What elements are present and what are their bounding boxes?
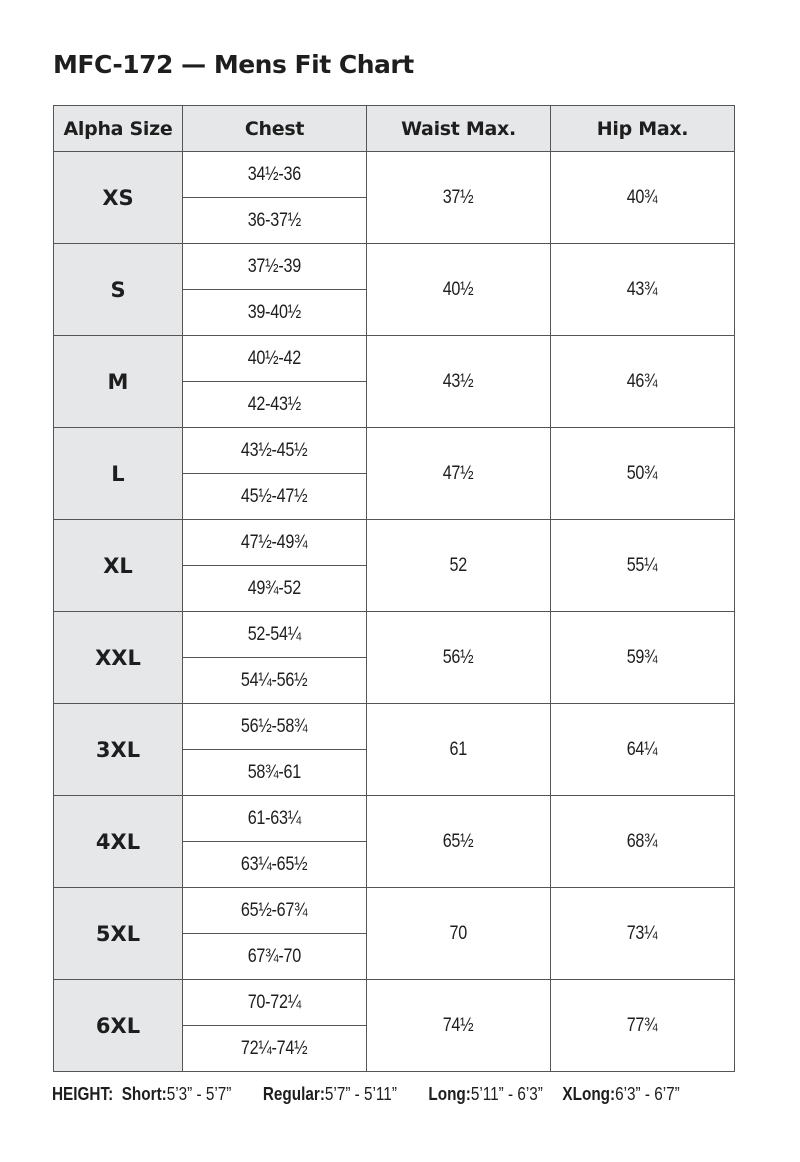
chest-range-cell bbox=[183, 566, 367, 612]
chest-range-cell bbox=[183, 428, 367, 474]
chest-range-text: 36-37½ bbox=[247, 209, 302, 231]
hip-max-text: 55¼ bbox=[627, 554, 658, 576]
chest-range-cell bbox=[183, 198, 367, 244]
waist-max-cell bbox=[367, 704, 551, 796]
chest-range-text: 65½-67¾ bbox=[241, 899, 308, 921]
height-xlong-name: XLong: bbox=[562, 1084, 616, 1104]
hip-max-text: 68¾ bbox=[627, 830, 658, 852]
waist-max-text: 52 bbox=[449, 554, 468, 576]
waist-max-text: 43½ bbox=[443, 370, 474, 392]
chest-range-text: 67¾-70 bbox=[247, 945, 302, 967]
waist-max-cell bbox=[367, 980, 551, 1072]
chest-range-cell bbox=[183, 796, 367, 842]
height-regular-value: 5’7” - 5’11” bbox=[324, 1084, 397, 1104]
waist-max-text: 70 bbox=[449, 922, 468, 944]
table-row bbox=[54, 336, 735, 382]
alpha-size-cell: 3XL bbox=[54, 704, 183, 796]
hip-max-cell bbox=[551, 336, 735, 428]
chest-range-text: 39-40½ bbox=[247, 301, 302, 323]
hip-max-text: 64¼ bbox=[627, 738, 658, 760]
hip-max-cell bbox=[551, 704, 735, 796]
chest-range-cell bbox=[183, 612, 367, 658]
chest-range-text: 54¼-56½ bbox=[241, 669, 308, 691]
table-row bbox=[54, 704, 735, 750]
chest-range-cell bbox=[183, 1026, 367, 1072]
chest-range-cell bbox=[183, 336, 367, 382]
alpha-size-cell: 6XL bbox=[54, 980, 183, 1072]
hip-max-cell bbox=[551, 980, 735, 1072]
waist-max-text: 37½ bbox=[443, 186, 474, 208]
hip-max-cell bbox=[551, 428, 735, 520]
chest-range-text: 63¼-65½ bbox=[241, 853, 308, 875]
chest-range-cell bbox=[183, 474, 367, 520]
chest-range-cell bbox=[183, 934, 367, 980]
hip-max-text: 43¾ bbox=[627, 278, 658, 300]
table-row bbox=[54, 980, 735, 1026]
waist-max-text: 61 bbox=[449, 738, 468, 760]
chest-range-text: 56½-58¾ bbox=[241, 715, 308, 737]
height-legend bbox=[52, 1084, 752, 1105]
chest-range-text: 61-63¼ bbox=[247, 807, 302, 829]
hip-max-cell bbox=[551, 244, 735, 336]
chest-range-text: 37½-39 bbox=[247, 255, 302, 277]
height-short-value: 5’3” - 5’7” bbox=[166, 1084, 232, 1104]
chest-range-cell bbox=[183, 658, 367, 704]
waist-max-text: 40½ bbox=[443, 278, 474, 300]
header-chest: Chest bbox=[183, 106, 367, 152]
chest-range-cell bbox=[183, 244, 367, 290]
chest-range-cell bbox=[183, 704, 367, 750]
chest-range-cell bbox=[183, 290, 367, 336]
chest-range-cell bbox=[183, 980, 367, 1026]
waist-max-cell bbox=[367, 888, 551, 980]
waist-max-text: 56½ bbox=[443, 646, 474, 668]
table-body bbox=[54, 152, 735, 1072]
height-regular-name: Regular: bbox=[262, 1084, 325, 1104]
chest-range-cell bbox=[183, 382, 367, 428]
table-row bbox=[54, 244, 735, 290]
waist-max-cell bbox=[367, 428, 551, 520]
chest-range-text: 47½-49¾ bbox=[241, 531, 308, 553]
hip-max-text: 50¾ bbox=[627, 462, 658, 484]
waist-max-cell bbox=[367, 244, 551, 336]
chest-range-text: 58¾-61 bbox=[247, 761, 302, 783]
hip-max-cell bbox=[551, 612, 735, 704]
waist-max-cell bbox=[367, 796, 551, 888]
height-short-name: Short: bbox=[121, 1084, 167, 1104]
alpha-size-cell: XXL bbox=[54, 612, 183, 704]
chest-range-text: 40½-42 bbox=[247, 347, 302, 369]
table-row bbox=[54, 888, 735, 934]
table-header-row bbox=[54, 106, 735, 152]
chest-range-cell bbox=[183, 750, 367, 796]
hip-max-text: 73¼ bbox=[627, 922, 658, 944]
alpha-size-cell: S bbox=[54, 244, 183, 336]
chest-range-text: 72¼-74½ bbox=[241, 1037, 308, 1059]
waist-max-cell bbox=[367, 336, 551, 428]
chest-range-text: 43½-45½ bbox=[241, 439, 308, 461]
table-row bbox=[54, 152, 735, 198]
waist-max-cell bbox=[367, 152, 551, 244]
height-xlong-value: 6’3” - 6’7” bbox=[615, 1084, 680, 1104]
hip-max-cell bbox=[551, 796, 735, 888]
alpha-size-cell: 5XL bbox=[54, 888, 183, 980]
alpha-size-cell: M bbox=[54, 336, 183, 428]
chest-range-text: 45½-47½ bbox=[241, 485, 308, 507]
fit-chart-table bbox=[53, 105, 735, 1072]
table-row bbox=[54, 520, 735, 566]
height-long-value: 5’11” - 6’3” bbox=[470, 1084, 543, 1104]
chest-range-text: 42-43½ bbox=[247, 393, 302, 415]
table-row bbox=[54, 428, 735, 474]
table-row bbox=[54, 612, 735, 658]
header-hip-max: Hip Max. bbox=[551, 106, 735, 152]
alpha-size-cell: XS bbox=[54, 152, 183, 244]
hip-max-cell bbox=[551, 520, 735, 612]
height-long-name: Long: bbox=[428, 1084, 471, 1104]
header-alpha-size: Alpha Size bbox=[54, 106, 183, 152]
chest-range-text: 34½-36 bbox=[247, 163, 302, 185]
page-title: MFC-172 — Mens Fit Chart bbox=[53, 50, 414, 79]
hip-max-cell bbox=[551, 888, 735, 980]
table-row bbox=[54, 796, 735, 842]
height-label: HEIGHT: bbox=[52, 1084, 114, 1104]
waist-max-text: 47½ bbox=[443, 462, 474, 484]
hip-max-cell bbox=[551, 152, 735, 244]
waist-max-text: 74½ bbox=[443, 1014, 474, 1036]
hip-max-text: 77¾ bbox=[627, 1014, 658, 1036]
hip-max-text: 59¾ bbox=[627, 646, 658, 668]
chest-range-cell bbox=[183, 152, 367, 198]
alpha-size-cell: L bbox=[54, 428, 183, 520]
chest-range-cell bbox=[183, 842, 367, 888]
waist-max-cell bbox=[367, 520, 551, 612]
alpha-size-cell: 4XL bbox=[54, 796, 183, 888]
header-waist-max: Waist Max. bbox=[367, 106, 551, 152]
waist-max-text: 65½ bbox=[443, 830, 474, 852]
chest-range-text: 70-72¼ bbox=[247, 991, 302, 1013]
hip-max-text: 40¾ bbox=[627, 186, 658, 208]
alpha-size-cell: XL bbox=[54, 520, 183, 612]
hip-max-text: 46¾ bbox=[627, 370, 658, 392]
waist-max-cell bbox=[367, 612, 551, 704]
chest-range-cell bbox=[183, 888, 367, 934]
chest-range-text: 52-54¼ bbox=[247, 623, 302, 645]
chest-range-cell bbox=[183, 520, 367, 566]
chest-range-text: 49¾-52 bbox=[247, 577, 302, 599]
